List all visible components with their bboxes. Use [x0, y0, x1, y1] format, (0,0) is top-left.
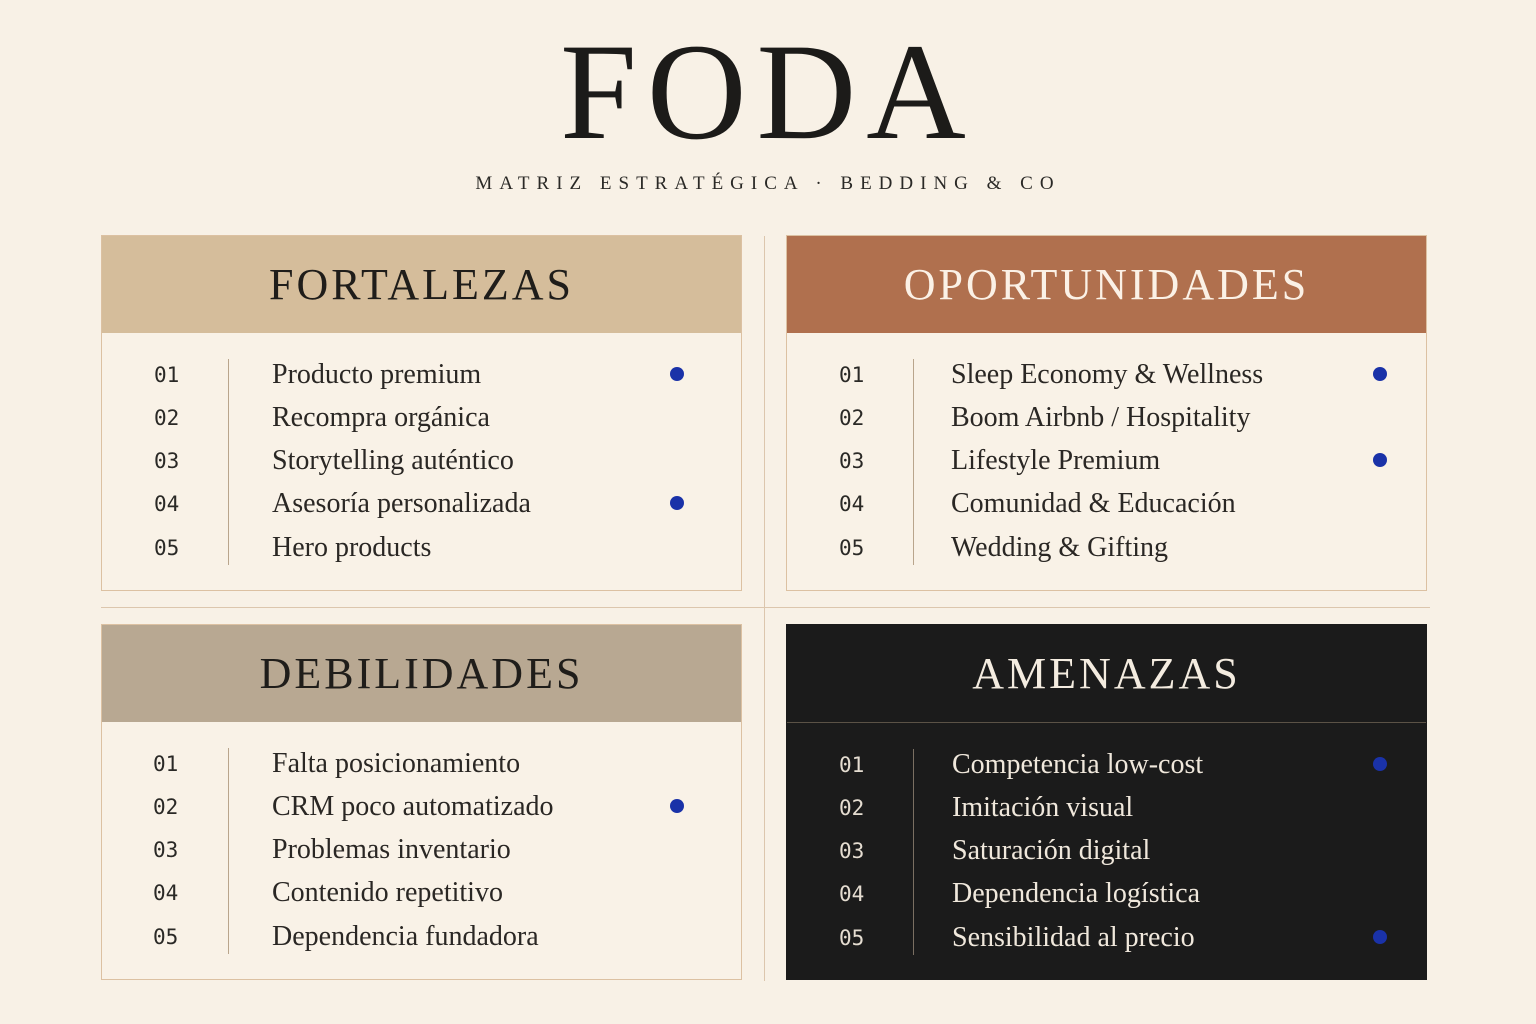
- highlight-dot-icon: [1373, 930, 1387, 944]
- quadrant-fortalezas: [101, 235, 742, 591]
- highlight-dot-icon: [670, 799, 684, 813]
- item-label: Saturación digital: [952, 834, 1151, 866]
- list-item: [102, 482, 741, 525]
- item-number: 03: [839, 838, 865, 863]
- item-number: 04: [839, 491, 865, 516]
- item-number: 03: [154, 448, 180, 473]
- item-number: 02: [153, 794, 179, 819]
- list-item: [787, 786, 1426, 829]
- item-number: 02: [154, 405, 180, 430]
- quadrant-debilidades-title: DEBILIDADES: [102, 625, 741, 722]
- list-item: [102, 828, 741, 871]
- quadrant-oportunidades-title: OPORTUNIDADES: [787, 236, 1426, 333]
- vertical-divider: [764, 236, 765, 981]
- list-item: [787, 829, 1426, 872]
- list-item: [102, 439, 741, 482]
- list-item: [102, 526, 741, 569]
- list-item: [102, 871, 741, 914]
- item-label: Producto premium: [272, 358, 482, 390]
- list-item: [787, 526, 1426, 569]
- item-label: Sleep Economy & Wellness: [951, 358, 1264, 390]
- item-number: 05: [839, 925, 865, 950]
- item-label: Dependencia logística: [952, 877, 1201, 909]
- item-number: 01: [839, 362, 865, 387]
- item-number: 04: [154, 491, 180, 516]
- highlight-dot-icon: [1373, 453, 1387, 467]
- list-item: [787, 872, 1426, 915]
- quadrant-debilidades-list: [102, 722, 741, 979]
- item-label: Falta posicionamiento: [272, 747, 521, 779]
- highlight-dot-icon: [1373, 757, 1387, 771]
- horizontal-divider: [101, 607, 1430, 608]
- item-number: 05: [153, 924, 179, 949]
- item-label: CRM poco automatizado: [272, 790, 554, 822]
- item-label: Lifestyle Premium: [951, 444, 1161, 476]
- item-label: Hero products: [272, 531, 432, 563]
- item-number: 01: [154, 362, 180, 387]
- item-number: 05: [839, 535, 865, 560]
- list-item: [102, 353, 741, 396]
- item-label: Dependencia fundadora: [272, 920, 539, 952]
- item-number: 03: [839, 448, 865, 473]
- list-item: [102, 396, 741, 439]
- quadrant-amenazas: [786, 624, 1427, 980]
- highlight-dot-icon: [670, 367, 684, 381]
- item-number: 02: [839, 405, 865, 430]
- list-item: [102, 915, 741, 958]
- item-label: Contenido repetitivo: [272, 876, 503, 908]
- page-subtitle: MATRIZ ESTRATÉGICA · BEDDING & CO: [475, 173, 1061, 194]
- item-label: Boom Airbnb / Hospitality: [951, 401, 1251, 433]
- item-label: Competencia low-cost: [952, 748, 1204, 780]
- item-number: 01: [153, 751, 179, 776]
- quadrant-fortalezas-title: FORTALEZAS: [102, 236, 741, 333]
- item-label: Problemas inventario: [272, 833, 511, 865]
- list-item: [787, 439, 1426, 482]
- quadrant-amenazas-list: [787, 723, 1426, 980]
- list-item: [787, 482, 1426, 525]
- list-item: [787, 743, 1426, 786]
- list-item: [787, 916, 1426, 959]
- item-number: 04: [839, 881, 865, 906]
- quadrant-oportunidades-list: [787, 333, 1426, 590]
- item-label: Asesoría personalizada: [272, 487, 531, 519]
- item-number: 03: [153, 837, 179, 862]
- quadrant-amenazas-title: AMENAZAS: [787, 625, 1426, 723]
- item-label: Comunidad & Educación: [951, 487, 1236, 519]
- quadrant-oportunidades: [786, 235, 1427, 591]
- item-label: Wedding & Gifting: [951, 531, 1169, 563]
- quadrant-fortalezas-list: [102, 333, 741, 590]
- list-item: [787, 353, 1426, 396]
- page-title: FODA: [560, 15, 976, 168]
- item-label: Sensibilidad al precio: [952, 921, 1195, 953]
- item-label: Recompra orgánica: [272, 401, 490, 433]
- item-label: Imitación visual: [952, 791, 1134, 823]
- list-item: [102, 785, 741, 828]
- item-number: 04: [153, 880, 179, 905]
- item-number: 02: [839, 795, 865, 820]
- list-item: [102, 742, 741, 785]
- item-number: 01: [839, 752, 865, 777]
- list-item: [787, 396, 1426, 439]
- item-label: Storytelling auténtico: [272, 444, 514, 476]
- quadrant-debilidades: [101, 624, 742, 980]
- highlight-dot-icon: [1373, 367, 1387, 381]
- item-number: 05: [154, 535, 180, 560]
- highlight-dot-icon: [670, 496, 684, 510]
